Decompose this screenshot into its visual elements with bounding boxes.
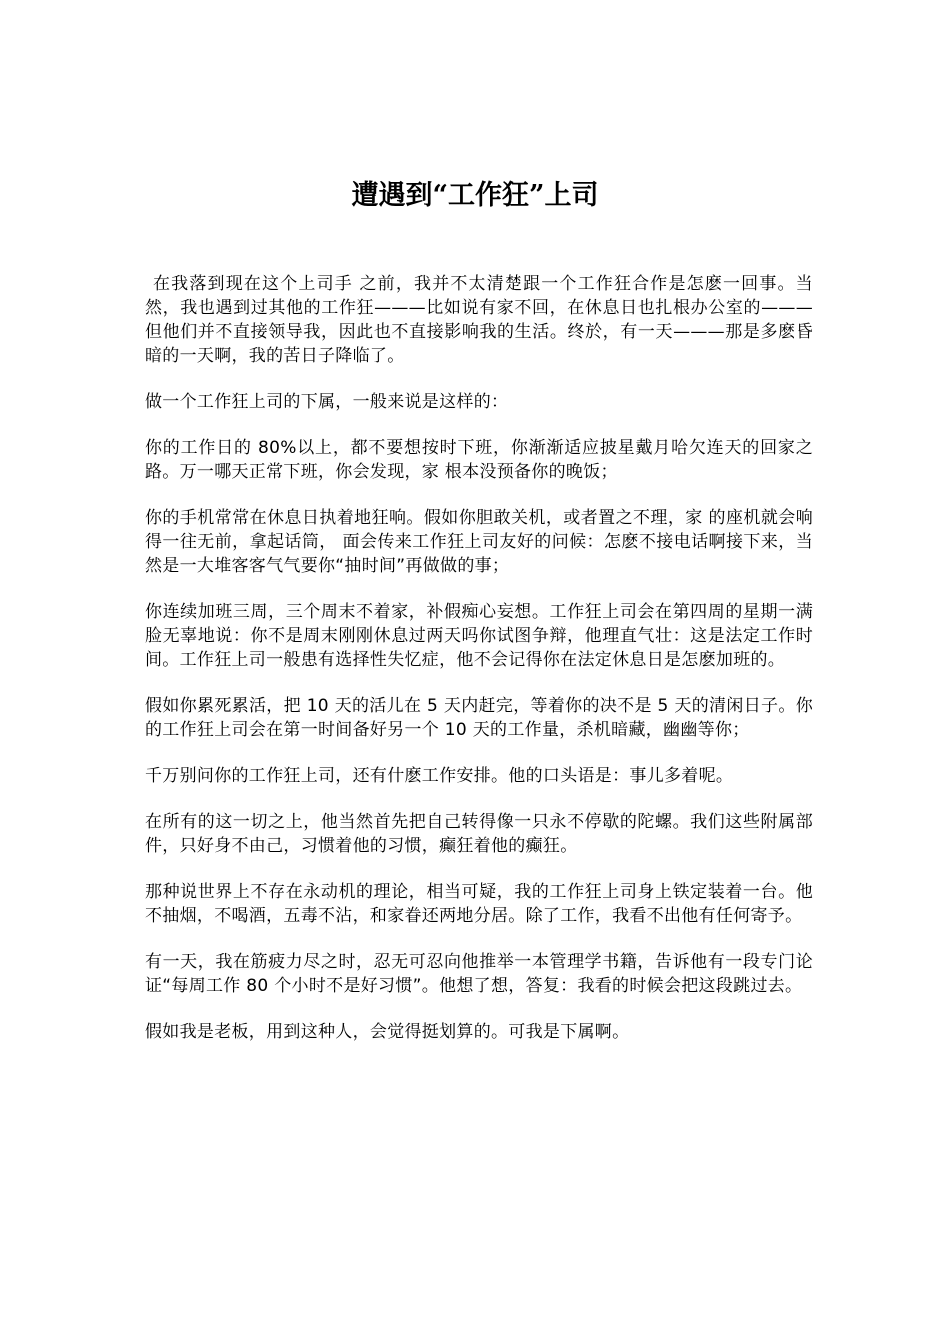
paragraph: 在我落到现在这个上司手 之前，我并不太清楚跟一个工作狂合作是怎麽一回事。当然，我也遇到过其他的工作狂———比如说有家不回，在休息日也扎根办公室的———但他们并不直接领导我，因此也不直接影响我的生活。终於，有一天———那是多麽昏暗的一天啊，我的苦日子降临了。 — [145, 274, 813, 366]
paragraph: 在所有的这一切之上，他当然首先把自己转得像一只永不停歇的陀螺。我们这些附属部件，只好身不由己，习惯着他的习惯，癫狂着他的癫狂。 — [145, 812, 813, 856]
paragraph: 那种说世界上不存在永动机的理论，相当可疑，我的工作狂上司身上铁定装着一台。他不抽烟，不喝酒，五毒不沾，和家眷还两地分居。除了工作，我看不出他有任何寄予。 — [145, 882, 813, 926]
paragraph: 有一天，我在筋疲力尽之时，忍无可忍向他推举一本管理学书籍，告诉他有一段专门论证“每周工作 80 个小时不是好习惯”。他想了想，答复：我看的时候会把这段跳过去。 — [145, 952, 813, 996]
paragraph: 你连续加班三周，三个周末不着家，补假痴心妄想。工作狂上司会在第四周的星期一满脸无辜地说：你不是周末刚刚休息过两天吗你试图争辩，他理直气壮：这是法定工作时间。工作狂上司一般患有选择性失忆症，他不会记得你在法定休息日是怎麽加班的。 — [145, 602, 813, 670]
paragraph: 假如你累死累活，把 10 天的活儿在 5 天内赶完，等着你的决不是 5 天的清闲日子。你的工作狂上司会在第一时间备好另一个 10 天的工作量，杀机暗藏，幽幽等你； — [145, 696, 813, 740]
paragraph: 千万别问你的工作狂上司，还有什麽工作安排。他的口头语是：事儿多着呢。 — [145, 766, 734, 786]
paragraph: 你的工作日的 80%以上，都不要想按时下班，你渐渐适应披星戴月哈欠连天的回家之路。万一哪天正常下班，你会发现，家 根本没预备你的晚饭； — [145, 438, 813, 482]
paragraph: 假如我是老板，用到这种人，会觉得挺划算的。可我是下属啊。 — [145, 1022, 630, 1042]
paragraph: 做一个工作狂上司的下属，一般来说是这样的： — [145, 392, 509, 412]
paragraph: 你的手机常常在休息日执着地狂响。假如你胆敢关机，或者置之不理，家 的座机就会响得一往无前，拿起话筒， 面会传来工作狂上司友好的问候：怎麽不接电话啊接下来，当然是一大堆客客气气要你“抽时间”再做做的事； — [145, 508, 813, 576]
document-body — [145, 272, 813, 1066]
document-title: 遭遇到“工作狂”上司 — [351, 180, 599, 211]
